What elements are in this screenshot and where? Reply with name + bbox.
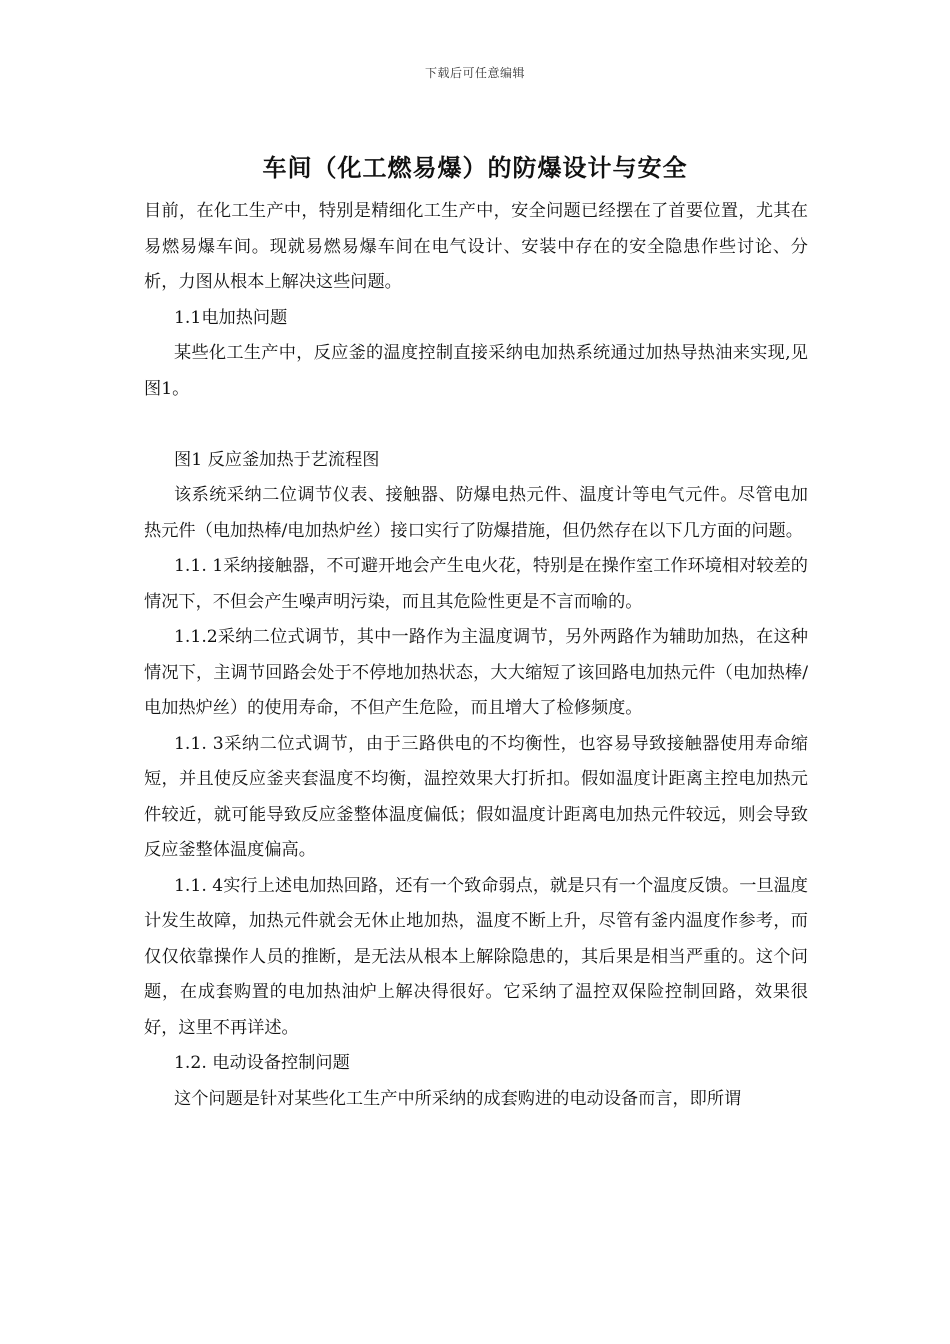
- section-heading-1-2: 1.2. 电动设备控制问题: [174, 1053, 350, 1073]
- paragraph-system-components: 该系统采纳二位调节仪表、接触器、防爆电热元件、温度计等电气元件。尽管电加热元件（电加热棒/电加热炉丝）接口实行了防爆措施，但仍然存在以下几方面的问题。: [144, 485, 808, 541]
- paragraph-1-1-2: 1.1.2采纳二位式调节，其中一路作为主温度调节，另外两路作为辅助加热，在这种情况下，主调节回路会处于不停地加热状态，大大缩短了该回路电加热元件（电加热棒/电加热炉丝）的使用寿命，不但产生危险，而且增大了检修频度。: [144, 627, 808, 718]
- paragraph-electric-equipment: 这个问题是针对某些化工生产中所采纳的成套购进的电动设备而言，即所谓: [174, 1088, 742, 1109]
- paragraph-1-1-4: 1.1. 4实行上述电加热回路，还有一个致命弱点，就是只有一个温度反馈。一旦温度计发生故障，加热元件就会无休止地加热，温度不断上升，尽管有釜内温度作参考，而仅仅依靠操作人员的推断，是无法从根本上解除隐患的，其后果是相当严重的。这个问题，在成套购置的电加热油炉上解决得很好。它采纳了温控双保险控制回路，效果很好，这里不再详述。: [144, 875, 808, 1038]
- figure-placeholder: [144, 407, 808, 443]
- document-title: 车间（化工燃易爆）的防爆设计与安全: [262, 154, 688, 182]
- page-header: 下载后可任意编辑: [424, 66, 525, 80]
- paragraph-1-1-1: 1.1. 1采纳接触器，不可避开地会产生电火花，特别是在操作室工作环境相对较差的情况下，不但会产生噪声明污染，而且其危险性更是不言而喻的。: [144, 556, 808, 612]
- paragraph-electric-heating: 某些化工生产中，反应釜的温度控制直接采纳电加热系统通过加热导热油来实现,见图1。: [144, 343, 808, 399]
- paragraph-intro: 目前，在化工生产中，特别是精细化工生产中，安全问题已经摆在了首要位置，尤其在易燃易爆车间。现就易燃易爆车间在电气设计、安装中存在的安全隐患作些讨论、分析，力图从根本上解决这些问题。: [144, 201, 808, 292]
- section-heading-1-1: 1.1电加热问题: [174, 307, 288, 328]
- figure-caption: 图1 反应釜加热于艺流程图: [174, 449, 380, 470]
- document-body: [144, 194, 808, 1117]
- paragraph-1-1-3: 1.1. 3采纳二位式调节，由于三路供电的不均衡性，也容易导致接触器使用寿命缩短，并且使反应釜夹套温度不均衡，温控效果大打折扣。假如温度计距离主控电加热元件较近，就可能导致反应釜整体温度偏低；假如温度计距离电加热元件较远，则会导致反应釜整体温度偏高。: [144, 733, 808, 860]
